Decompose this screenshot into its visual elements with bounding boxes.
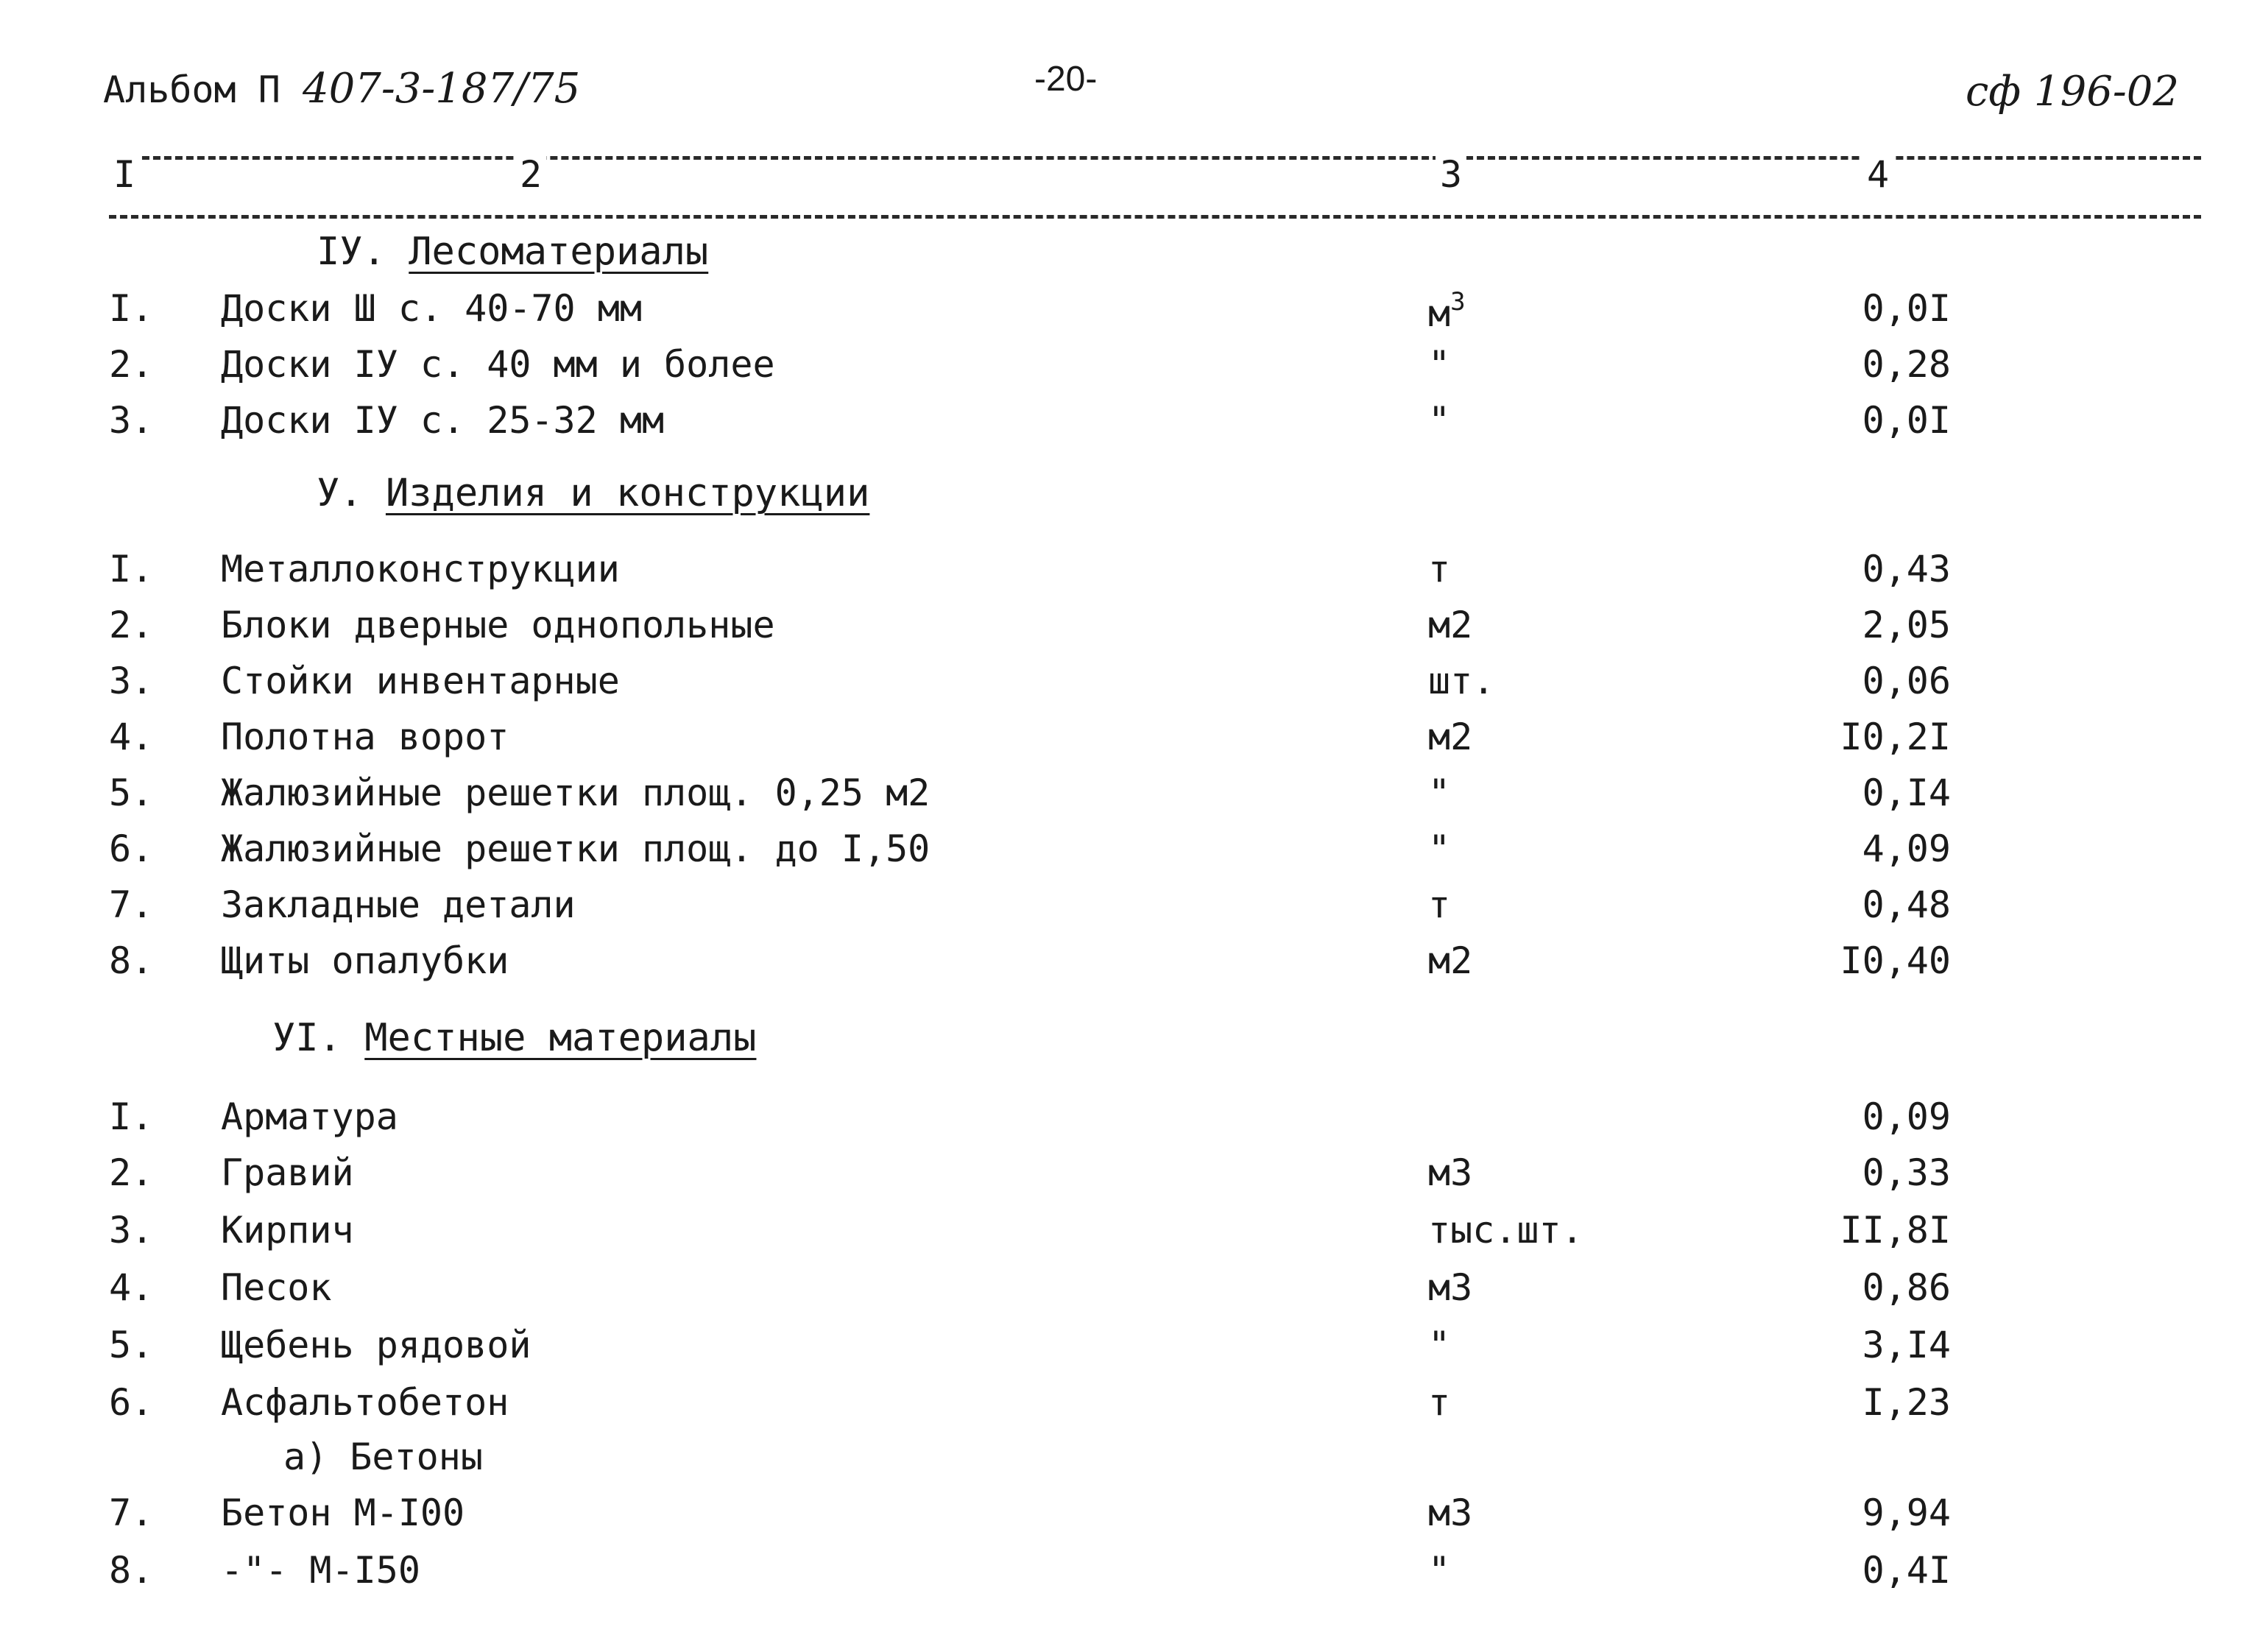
- row-unit: м3: [1428, 1151, 1473, 1194]
- row-number: 7.: [109, 1492, 154, 1534]
- row-value: II,8I: [1840, 1209, 1951, 1252]
- row-name: Гравий: [221, 1151, 354, 1194]
- row-number: I.: [109, 1095, 154, 1138]
- row-value: 0,4I: [1862, 1549, 1951, 1592]
- row-value: I0,2I: [1840, 716, 1951, 758]
- row-number: 6.: [109, 1381, 154, 1424]
- row-value: 0,86: [1862, 1266, 1951, 1309]
- row-value: 4,09: [1862, 827, 1951, 870]
- row-name: Доски IУ с. 25-32 мм: [221, 399, 665, 442]
- row-value: 3,I4: [1862, 1324, 1951, 1366]
- table-row: [0, 1492, 2260, 1537]
- row-unit: ": [1428, 343, 1451, 386]
- row-unit: м2: [1428, 604, 1473, 646]
- row-unit: м2: [1428, 716, 1473, 758]
- row-name: Доски Ш с. 40-70 мм: [221, 287, 642, 330]
- row-unit: шт.: [1428, 660, 1495, 702]
- row-name: Полотна ворот: [221, 716, 509, 758]
- column-number-1: I: [109, 153, 140, 196]
- table-row: [0, 1266, 2260, 1312]
- row-name: Доски IУ с. 40 мм и более: [221, 343, 775, 386]
- album-prefix: Альбом П: [103, 68, 280, 111]
- row-name: Жалюзийные решетки площ. 0,25 м2: [221, 772, 931, 814]
- table-header-rule: [109, 215, 2201, 219]
- table-row: [0, 1095, 2260, 1141]
- row-number: 2.: [109, 1151, 154, 1194]
- row-unit: ": [1428, 1549, 1451, 1592]
- section-title: Местные материалы: [364, 1016, 757, 1060]
- row-unit: т: [1428, 1381, 1451, 1424]
- row-unit-superscript: 3: [1450, 287, 1466, 317]
- table-row: [0, 399, 2260, 445]
- row-unit: м3: [1428, 1492, 1473, 1534]
- row-number: 4.: [109, 716, 154, 758]
- row-name: Асфальтобетон: [221, 1381, 509, 1424]
- row-number: 8.: [109, 939, 154, 982]
- row-name: Щебень рядовой: [221, 1324, 532, 1366]
- row-value: 0,09: [1862, 1095, 1951, 1138]
- row-value: 0,43: [1862, 548, 1951, 590]
- row-number: 3.: [109, 660, 154, 702]
- table-row: [0, 1209, 2260, 1254]
- row-number: I.: [109, 287, 154, 330]
- row-number: 2.: [109, 604, 154, 646]
- row-number: 2.: [109, 343, 154, 386]
- row-name: Жалюзийные решетки площ. до I,50: [221, 827, 931, 870]
- row-name: Щиты опалубки: [221, 939, 509, 982]
- row-number: 5.: [109, 772, 154, 814]
- table-row: [0, 660, 2260, 705]
- row-number: 4.: [109, 1266, 154, 1309]
- row-unit: ": [1428, 827, 1451, 870]
- album-code: 407-3-187/75: [302, 65, 581, 113]
- section-title: Лесоматериалы: [409, 230, 709, 274]
- table-row: [0, 1324, 2260, 1369]
- row-unit: т: [1428, 883, 1451, 926]
- row-name: Бетон М-I00: [221, 1492, 465, 1534]
- row-value: 0,33: [1862, 1151, 1951, 1194]
- table-row: [0, 1549, 2260, 1595]
- row-name: Кирпич: [221, 1209, 354, 1252]
- table-row: [0, 827, 2260, 873]
- row-value: 0,I4: [1862, 772, 1951, 814]
- row-name: Металлоконструкции: [221, 548, 620, 590]
- table-row: [0, 772, 2260, 817]
- row-name: Блоки дверные однопольные: [221, 604, 775, 646]
- column-number-4: 4: [1862, 153, 1893, 196]
- row-value: 0,28: [1862, 343, 1951, 386]
- row-number: 6.: [109, 827, 154, 870]
- album-reference: [103, 65, 580, 113]
- row-value: 0,48: [1862, 883, 1951, 926]
- row-number: I.: [109, 548, 154, 590]
- row-unit: ": [1428, 399, 1451, 442]
- row-unit: т: [1428, 548, 1451, 590]
- row-unit: м3: [1428, 1266, 1473, 1309]
- section-numeral: IУ.: [317, 230, 386, 274]
- row-unit: тыс.шт.: [1428, 1209, 1583, 1252]
- sheet-code: сф 196-02: [1965, 68, 2179, 116]
- table-row: [0, 883, 2260, 929]
- column-number-3: 3: [1436, 153, 1466, 196]
- table-row: [0, 604, 2260, 649]
- table-row: [0, 1381, 2260, 1427]
- table-row: [0, 343, 2260, 389]
- section-numeral: УI.: [272, 1016, 342, 1060]
- section-title: Изделия и конструкции: [385, 471, 870, 515]
- row-value: I0,40: [1840, 939, 1951, 982]
- section-numeral: У.: [317, 471, 363, 515]
- table-row: [0, 939, 2260, 985]
- row-value: 0,0I: [1862, 399, 1951, 442]
- row-unit: м2: [1428, 939, 1473, 982]
- row-unit-base: м: [1428, 292, 1451, 335]
- row-number: 5.: [109, 1324, 154, 1366]
- row-name: Песок: [221, 1266, 332, 1309]
- section-heading: [317, 471, 869, 515]
- section-heading: [317, 230, 708, 274]
- row-number: 7.: [109, 883, 154, 926]
- row-value: I,23: [1862, 1381, 1951, 1424]
- row-name: Арматура: [221, 1095, 398, 1138]
- table-row: [0, 548, 2260, 593]
- row-value: 9,94: [1862, 1492, 1951, 1534]
- row-number: 3.: [109, 399, 154, 442]
- row-value: 2,05: [1862, 604, 1951, 646]
- row-number: 8.: [109, 1549, 154, 1592]
- row-unit: ": [1428, 1324, 1451, 1366]
- row-unit: ": [1428, 772, 1451, 814]
- table-row: [0, 716, 2260, 761]
- table-row: [0, 287, 2260, 333]
- row-unit: [1428, 287, 1466, 335]
- row-number: 3.: [109, 1209, 154, 1252]
- row-value: 0,06: [1862, 660, 1951, 702]
- row-name: Стойки инвентарные: [221, 660, 620, 702]
- page-number: -20-: [1034, 60, 1098, 99]
- row-value: 0,0I: [1862, 287, 1951, 330]
- section-heading: [272, 1016, 756, 1060]
- row-name: -"- М-I50: [221, 1549, 420, 1592]
- column-number-2: 2: [515, 153, 546, 196]
- row-name: Закладные детали: [221, 883, 576, 926]
- table-row: [0, 1151, 2260, 1197]
- subsection-heading: а) Бетоны: [283, 1436, 483, 1478]
